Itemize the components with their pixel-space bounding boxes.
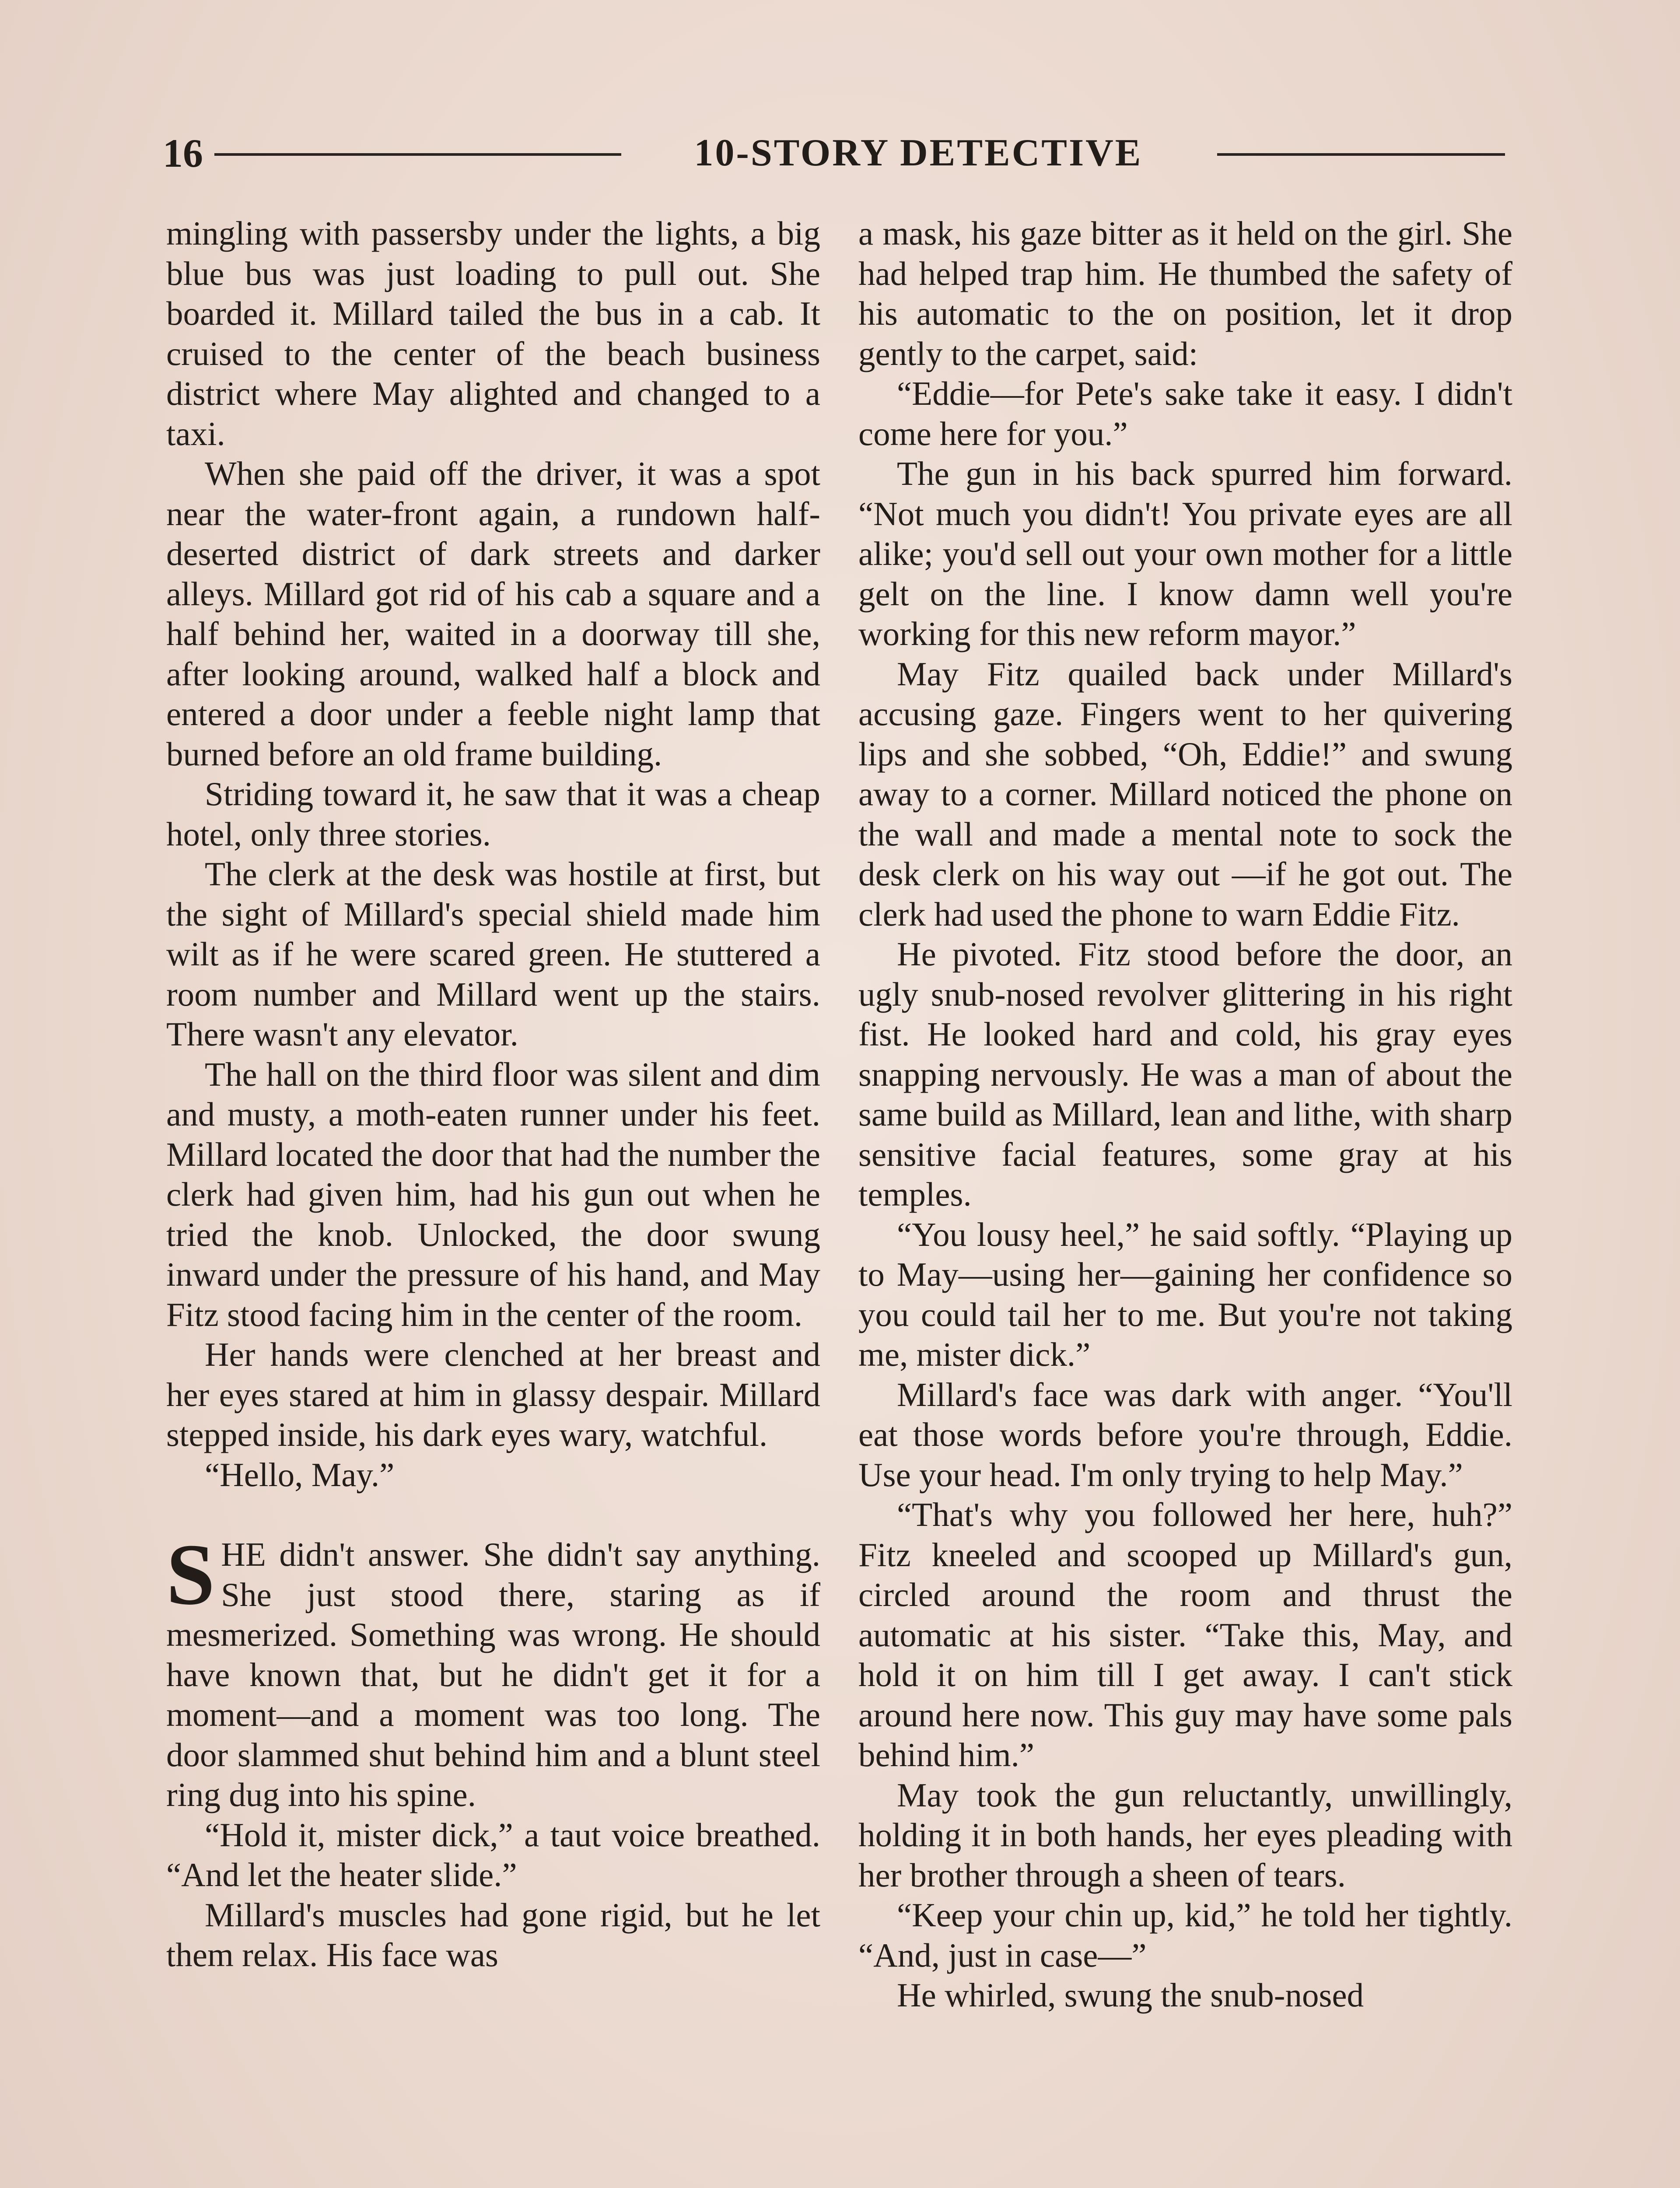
paragraph: The clerk at the desk was hostile at first, but the sight of Millard's special shield made him wilt as if he were scared green. He stuttered a room number and Millard went up the stairs. There wasn't any elevator. (166, 855, 820, 1053)
drop-cap-paragraph-text: HE didn't answer. She didn't say anything. She just stood there, staring as if mesmerized. Something was wrong. He should have known that, but he didn't get it for a moment—and a moment was too long. The door slammed shut behind him and a blunt steel ring dug into his spine. (166, 1536, 820, 1813)
paragraph: Millard's muscles had gone rigid, but he let them relax. His face was (166, 1896, 820, 1974)
header-rule-left (214, 153, 621, 156)
paragraph: a mask, his gaze bitter as it held on the girl. She had helped trap him. He thumbed the safety of his automatic to the on position, let it drop gently to the carpet, said: (858, 214, 1512, 372)
paragraph: “Hello, May.” (205, 1455, 395, 1494)
paragraph: “Hold it, mister dick,” a taut voice breathed. “And let the heater slide.” (166, 1816, 820, 1893)
right-column (858, 214, 1512, 2016)
paragraph: The gun in his back spurred him forward. “Not much you didn't! You private eyes are all alike; you'd sell out your own mother for a little gelt on the line. I know damn well you're working for this new reform mayor.” (858, 455, 1512, 652)
paragraph: “That's why you followed her here, huh?” Fitz kneeled and scooped up Millard's gun, circled around the room and thrust the automatic at his sister. “Take this, May, and hold it on him till I get away. I can't stick around here now. This guy may have some pals behind him.” (858, 1496, 1512, 1774)
paragraph: “You lousy heel,” he said softly. “Playing up to May—using her—gaining her confidence so you could tail her to me. But you're not taking me, mister dick.” (858, 1215, 1512, 1373)
paragraph: mingling with passersby under the lights, a big blue bus was just loading to pull out. She boarded it. Millard tailed the bus in a cab. It cruised to the center of the beach business district where May alighted and changed to a taxi. (166, 214, 820, 452)
paragraph: “Eddie—for Pete's sake take it easy. I didn't come here for you.” (858, 375, 1512, 452)
page-header (163, 127, 1505, 179)
paragraph: When she paid off the driver, it was a spot near the water-front again, a rundown half-deserted district of dark streets and darker alleys. Millard got rid of his cab a square and a half behind her, waited in a doorway till she, after looking around, walked half a block and entered a door under a feeble night lamp that burned before an old frame building. (166, 455, 820, 773)
paragraph: Striding toward it, he saw that it was a cheap hotel, only three stories. (166, 775, 820, 853)
header-rule-right (1217, 153, 1505, 156)
drop-cap-paragraph (166, 1526, 820, 1815)
paragraph: He pivoted. Fitz stood before the door, an ugly snub-nosed revolver glittering in his right fist. He looked hard and cold, his gray eyes snapping nervously. He was a man of about the same build as Millard, lean and lithe, with sharp sensitive facial features, some gray at his temples. (858, 935, 1512, 1213)
paragraph: He whirled, swung the snub-nosed (897, 1976, 1364, 2014)
paragraph: The hall on the third floor was silent and dim and musty, a moth-eaten runner under his feet. Millard located the door that had the number the clerk had given him, had his gun out when he tried the knob. Unlocked, the door swung inward under the pressure of his hand, and May Fitz stood facing him in the center of the room. (166, 1055, 820, 1333)
paragraph: May took the gun reluctantly, unwillingly, holding it in both hands, her eyes pleading with her brother through a sheen of tears. (858, 1776, 1512, 1894)
paragraph: May Fitz quailed back under Millard's accusing gaze. Fingers went to her quivering lips and she sobbed, “Oh, Eddie!” and swung away to a corner. Millard noticed the phone on the wall and made a mental note to sock the desk clerk on his way out —if he got out. The clerk had used the phone to warn Eddie Fitz. (858, 655, 1512, 933)
paragraph: “Keep your chin up, kid,” he told her tightly. “And, just in case—” (858, 1896, 1512, 1974)
drop-cap: S (166, 1526, 215, 1623)
page-number: 16 (163, 131, 203, 175)
running-title: 10-STORY DETECTIVE (694, 132, 1143, 174)
paragraph: Her hands were clenched at her breast and her eyes stared at him in glassy despair. Millard stepped inside, his dark eyes wary, watchful. (166, 1336, 820, 1453)
paragraph: Millard's face was dark with anger. “You'll eat those words before you're through, Eddie. Use your head. I'm only trying to help May.” (858, 1375, 1512, 1494)
left-column (166, 214, 820, 1975)
